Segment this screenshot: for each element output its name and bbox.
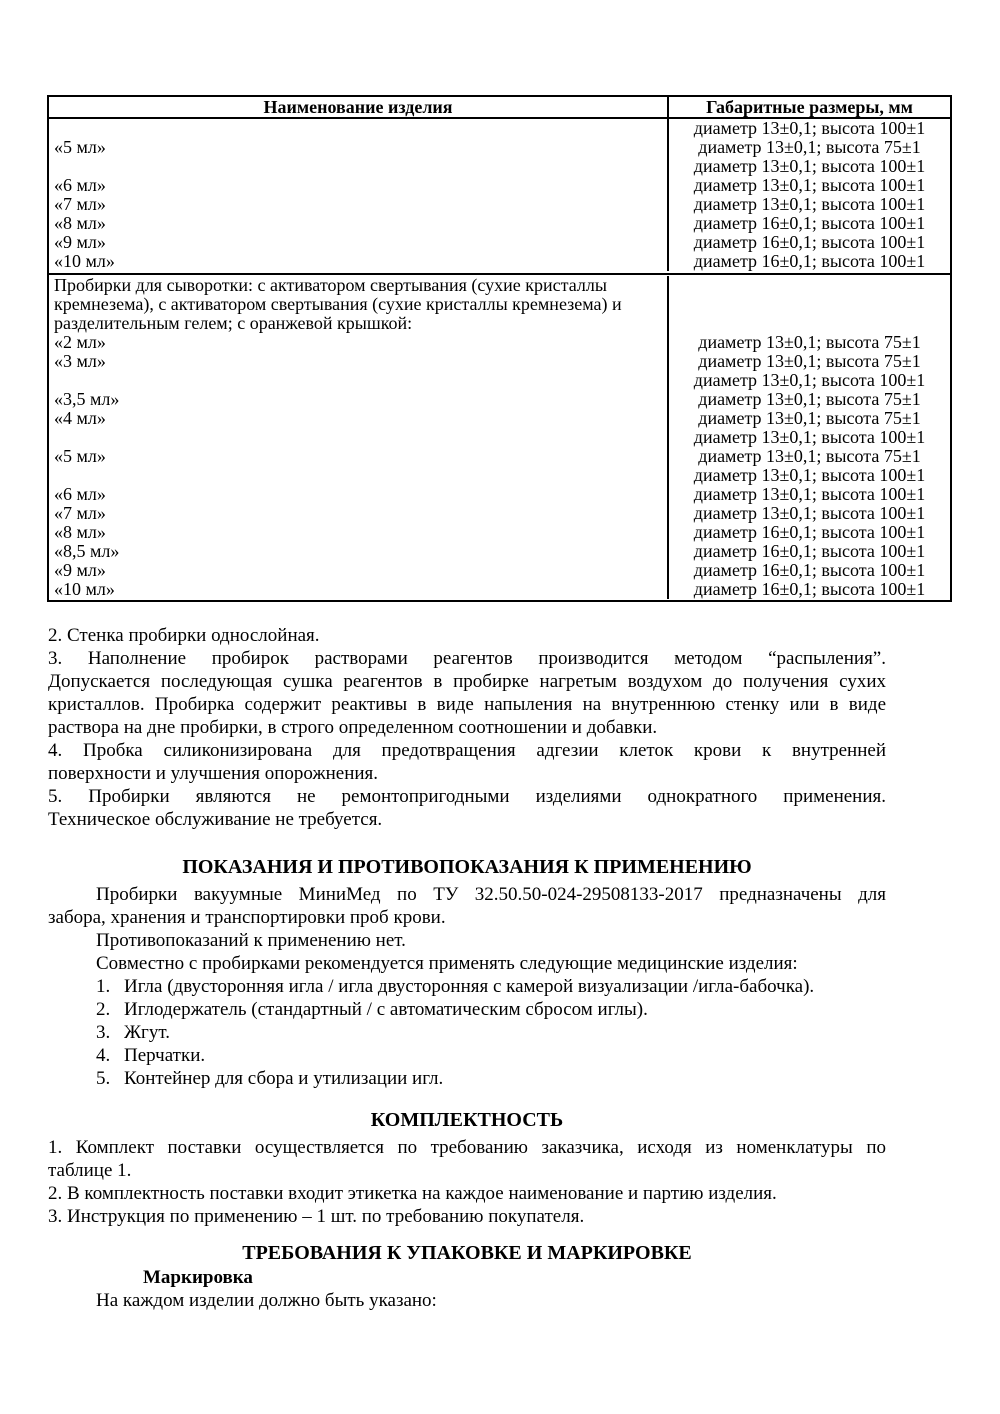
list-number: 5. [96, 1068, 111, 1089]
dimensions-cell: диаметр 16±0,1; высота 100±1 [693, 214, 926, 233]
product-name-cell: «9 мл» [49, 561, 669, 580]
completeness-item-label: 2. В комплектность поставки входит этикетка на каждое наименование и партию изделия. [48, 1183, 777, 1204]
list-number: 3. [96, 1022, 111, 1043]
product-dimensions-table [47, 95, 952, 602]
note-filling-line: 3. Наполнение пробирок растворами реагентов производится методом “распыления”. [48, 648, 886, 669]
note-single-use-line: Техническое обслуживание не требуется. [48, 809, 383, 830]
indications-paragraph-line: забора, хранения и транспортировки проб крови. [48, 907, 446, 928]
subsection-title-marking: Маркировка [143, 1267, 253, 1288]
no-contraindications-line: Противопоказаний к применению нет. [96, 930, 406, 951]
table-row [49, 409, 950, 428]
dimensions-cell: диаметр 16±0,1; высота 100±1 [693, 561, 926, 580]
dimensions-cell: диаметр 13±0,1; высота 75±1 [698, 138, 921, 157]
product-name-cell [49, 371, 669, 390]
table-row [49, 176, 950, 195]
dimensions-cell: диаметр 13±0,1; высота 100±1 [693, 466, 926, 485]
product-name-cell: «10 мл» [49, 252, 669, 271]
product-name-cell: «3 мл» [49, 352, 669, 371]
recommended-item-container [48, 1067, 886, 1090]
indications-paragraph-line: Пробирки вакуумные МиниМед по ТУ 32.50.50-024-29508133-2017 предназначены для [96, 884, 886, 905]
dimensions-cell: диаметр 13±0,1; высота 75±1 [698, 447, 921, 466]
table-row [49, 333, 950, 352]
column-header-dimensions: Габаритные размеры, мм [706, 97, 913, 117]
recommended-item-needle [48, 975, 886, 998]
note-stopper-line: поверхности и улучшения опорожнения. [48, 763, 379, 784]
dimensions-cell: диаметр 13±0,1; высота 100±1 [693, 371, 926, 390]
product-name-cell: «9 мл» [49, 233, 669, 252]
product-name-cell: «10 мл» [49, 580, 669, 599]
dimensions-cell: диаметр 13±0,1; высота 75±1 [698, 333, 921, 352]
completeness-item-line: таблице 1. [48, 1160, 132, 1181]
list-number: 2. [96, 999, 111, 1020]
table-row [49, 447, 950, 466]
dimensions-cell: диаметр 13±0,1; высота 100±1 [693, 119, 926, 138]
dimensions-cell: диаметр 13±0,1; высота 75±1 [698, 352, 921, 371]
product-name-cell: кремнезема), с активатором свертывания (сухие кристаллы кремнезема) и [49, 295, 669, 314]
product-name-cell [49, 428, 669, 447]
product-name-cell: «5 мл» [49, 138, 669, 157]
product-name-cell [49, 466, 669, 485]
section-title-indications: ПОКАЗАНИЯ И ПРОТИВОПОКАЗАНИЯ К ПРИМЕНЕНИЮ [182, 856, 752, 878]
note-stopper-line: 4. Пробка силиконизирована для предотвращения адгезии клеток крови к внутренней [48, 740, 886, 761]
dimensions-cell: диаметр 13±0,1; высота 75±1 [698, 409, 921, 428]
dimensions-cell: диаметр 13±0,1; высота 100±1 [693, 195, 926, 214]
list-text: Контейнер для сбора и утилизации игл. [124, 1068, 444, 1089]
column-header-product-name: Наименование изделия [49, 97, 669, 117]
table-row [49, 371, 950, 390]
document-body [48, 624, 886, 1312]
product-name-cell [49, 119, 669, 138]
recommended-item-holder [48, 998, 886, 1021]
table-row [49, 214, 950, 233]
recommended-item-tourniquet [48, 1021, 886, 1044]
table-row [49, 276, 950, 295]
recommended-devices-intro: Совместно с пробирками рекомендуется применять следующие медицинские изделия: [96, 953, 798, 974]
dimensions-cell: диаметр 16±0,1; высота 100±1 [693, 542, 926, 561]
product-name-cell [49, 157, 669, 176]
product-name-cell: «8,5 мл» [49, 542, 669, 561]
product-name-cell: «3,5 мл» [49, 390, 669, 409]
list-number: 4. [96, 1045, 111, 1066]
completeness-item-manual: 3. Инструкция по применению – 1 шт. по требованию покупателя. [48, 1206, 585, 1227]
note-single-use-line: 5. Пробирки являются не ремонтопригодными изделиями однократного применения. [48, 786, 886, 807]
product-name-cell: «2 мл» [49, 333, 669, 352]
note-filling-line: раствора на дне пробирки, в строго определенном соотношении и добавки. [48, 717, 658, 738]
table-header-row [49, 97, 950, 119]
dimensions-cell: диаметр 13±0,1; высота 100±1 [693, 504, 926, 523]
table-row [49, 314, 950, 333]
table-row [49, 295, 950, 314]
product-name-cell: Пробирки для сыворотки: с активатором свертывания (сухие кристаллы [49, 276, 669, 295]
list-number: 1. [96, 976, 111, 997]
table-row [49, 561, 950, 580]
table-row [49, 233, 950, 252]
table-row [49, 542, 950, 561]
dimensions-cell: диаметр 16±0,1; высота 100±1 [693, 233, 926, 252]
dimensions-cell: диаметр 16±0,1; высота 100±1 [693, 580, 926, 599]
dimensions-cell: диаметр 16±0,1; высота 100±1 [693, 252, 926, 271]
table-row [49, 119, 950, 138]
table-row [49, 390, 950, 409]
note-filling-line: Допускается последующая сушка реагентов в пробирке нагретым воздухом до получения сухих [48, 671, 886, 692]
note-filling-line: кристаллов. Пробирка содержит реактивы в виде напыления на внутреннюю стенку или в виде [48, 694, 886, 715]
table-row [49, 580, 950, 599]
product-name-cell: «5 мл» [49, 447, 669, 466]
dimensions-cell: диаметр 13±0,1; высота 100±1 [693, 157, 926, 176]
table-row [49, 523, 950, 542]
table-row [49, 252, 950, 271]
product-name-cell: «7 мл» [49, 504, 669, 523]
dimensions-cell: диаметр 16±0,1; высота 100±1 [693, 523, 926, 542]
section-title-packaging: ТРЕБОВАНИЯ К УПАКОВКЕ И МАРКИРОВКЕ [242, 1242, 692, 1264]
table-row [49, 157, 950, 176]
product-name-cell: «7 мл» [49, 195, 669, 214]
product-name-cell: «6 мл» [49, 485, 669, 504]
product-name-cell: «8 мл» [49, 523, 669, 542]
completeness-item-line: 1. Комплект поставки осуществляется по требованию заказчика, исходя из номенклатуры по [48, 1137, 886, 1158]
dimensions-cell: диаметр 13±0,1; высота 75±1 [698, 390, 921, 409]
dimensions-cell: диаметр 13±0,1; высота 100±1 [693, 428, 926, 447]
note-wall-single-layer: 2. Стенка пробирки однослойная. [48, 625, 320, 646]
recommended-item-gloves [48, 1044, 886, 1067]
table-row [49, 428, 950, 447]
dimensions-cell [669, 314, 950, 333]
dimensions-cell [669, 276, 950, 295]
product-name-cell: «4 мл» [49, 409, 669, 428]
product-name-cell: «8 мл» [49, 214, 669, 233]
dimensions-cell [669, 295, 950, 314]
dimensions-cell: диаметр 13±0,1; высота 100±1 [693, 485, 926, 504]
table-row [49, 504, 950, 523]
table-row [49, 195, 950, 214]
table-group-serum-tubes [49, 275, 950, 600]
table-row [49, 466, 950, 485]
list-text: Игла (двусторонняя игла / игла двусторонняя с камерой визуализации /игла-бабочка). [124, 976, 815, 997]
dimensions-cell: диаметр 13±0,1; высота 100±1 [693, 176, 926, 195]
list-text: Перчатки. [124, 1045, 206, 1066]
section-title-completeness: КОМПЛЕКТНОСТЬ [370, 1109, 564, 1131]
table-group-plain-tubes [49, 119, 950, 275]
table-row [49, 138, 950, 157]
product-name-cell: разделительным гелем; с оранжевой крышкой: [49, 314, 669, 333]
list-text: Жгут. [124, 1022, 170, 1043]
marking-intro-line: На каждом изделии должно быть указано: [96, 1290, 437, 1311]
table-row [49, 485, 950, 504]
product-name-cell: «6 мл» [49, 176, 669, 195]
table-row [49, 352, 950, 371]
list-text: Иглодержатель (стандартный / с автоматическим сбросом иглы). [124, 999, 648, 1020]
